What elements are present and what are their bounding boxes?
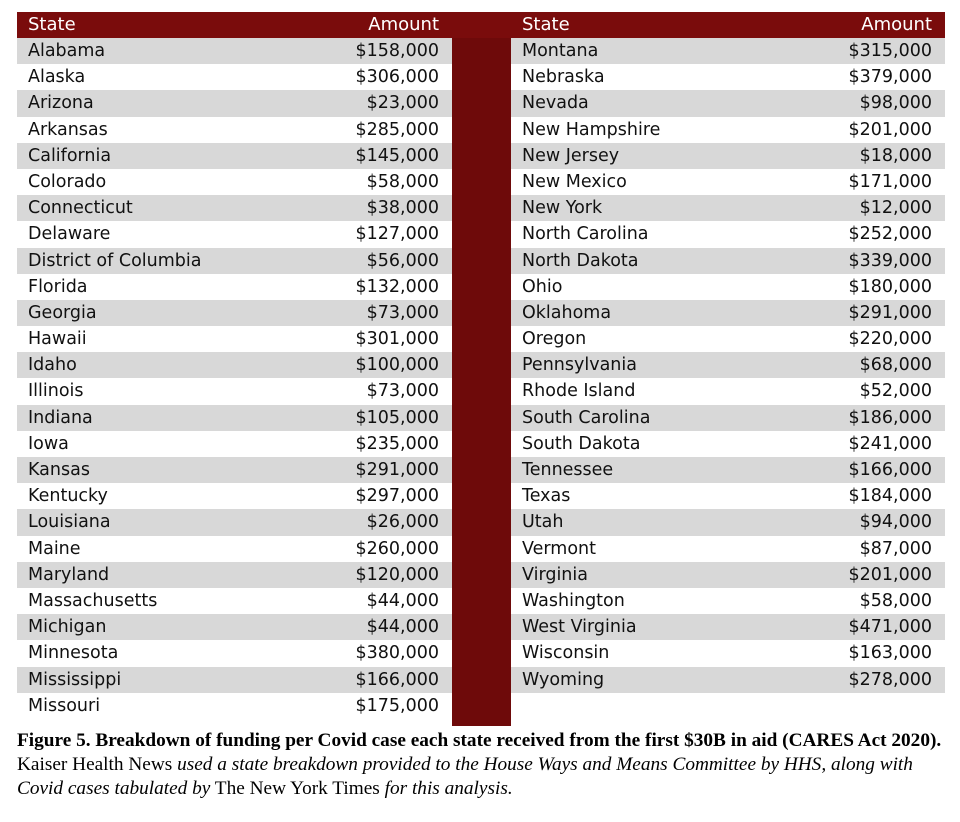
state-name: Kentucky (28, 486, 108, 507)
table-row (511, 274, 945, 300)
amount-value: $26,000 (366, 512, 439, 533)
table-row (17, 38, 452, 64)
amount-value: $127,000 (355, 224, 439, 245)
state-name: Montana (522, 41, 599, 61)
state-name: New Mexico (522, 171, 627, 192)
table-row (17, 614, 452, 640)
table-row (511, 195, 945, 221)
caption-italic-1: used a state breakdown provided to the House Ways and Means Committee by HHS, along with Covid cases tabulated by (17, 754, 913, 799)
table-row (511, 509, 945, 535)
amount-value: $201,000 (848, 564, 932, 585)
state-name: Colorado (28, 171, 107, 192)
state-name: Oklahoma (522, 302, 612, 323)
caption-italic-2: for this analysis. (384, 778, 513, 799)
state-name: Kansas (28, 460, 90, 480)
table-row (511, 300, 945, 326)
state-name: Michigan (28, 617, 107, 638)
table-row (17, 169, 452, 195)
state-name: Tennessee (522, 460, 614, 480)
caption-source: Kaiser Health News (17, 754, 173, 775)
amount-value: $301,000 (355, 329, 439, 350)
amount-value: $73,000 (366, 381, 439, 402)
state-name: California (28, 145, 112, 166)
state-name: Arkansas (28, 119, 108, 140)
table-row (511, 457, 945, 483)
state-name: Texas (522, 486, 571, 507)
state-name: North Carolina (522, 224, 649, 245)
amount-value: $44,000 (366, 590, 439, 611)
state-name: Georgia (28, 302, 97, 323)
table-row (17, 640, 452, 666)
amount-value: $58,000 (859, 590, 932, 611)
state-name: North Dakota (522, 250, 639, 271)
caption-title: Figure 5. Breakdown of funding per Covid case each state received from the first $30B in aid (CARES Act 2020). (17, 730, 942, 751)
state-name: Minnesota (28, 643, 119, 664)
table-row (17, 195, 452, 221)
table-row (511, 248, 945, 274)
table-row (511, 38, 945, 64)
state-name: New Jersey (522, 145, 620, 166)
header-state-left: State (28, 14, 76, 35)
table-row (17, 457, 452, 483)
table-row (511, 143, 945, 169)
amount-value: $184,000 (848, 486, 932, 507)
amount-value: $145,000 (355, 145, 439, 166)
state-name: Maryland (28, 564, 110, 585)
amount-value: $180,000 (848, 276, 932, 297)
amount-value: $315,000 (848, 41, 932, 61)
state-name: New York (522, 198, 603, 219)
amount-value: $235,000 (355, 433, 439, 454)
amount-value: $278,000 (848, 669, 932, 690)
amount-value: $306,000 (355, 67, 439, 88)
state-name: Illinois (28, 381, 84, 402)
state-name: Delaware (28, 224, 111, 245)
state-name: Virginia (522, 564, 588, 585)
amount-value: $38,000 (366, 198, 439, 219)
table-row (511, 483, 945, 509)
table-row (17, 274, 452, 300)
table-row (17, 483, 452, 509)
amount-value: $471,000 (848, 617, 932, 638)
table-row (511, 431, 945, 457)
amount-value: $73,000 (366, 302, 439, 323)
state-name: South Dakota (522, 433, 641, 454)
amount-value: $163,000 (848, 643, 932, 664)
state-name: West Virginia (522, 617, 637, 638)
amount-value: $87,000 (859, 538, 932, 559)
table-row (17, 221, 452, 247)
amount-value: $220,000 (848, 329, 932, 350)
amount-value: $291,000 (355, 460, 439, 480)
amount-value: $285,000 (355, 119, 439, 140)
header-amount-right: Amount (861, 14, 932, 35)
state-name: South Carolina (522, 407, 651, 428)
table-row (17, 90, 452, 116)
state-name: Iowa (28, 433, 69, 454)
table-row (511, 405, 945, 431)
header-state-right: State (522, 14, 570, 35)
table-row (17, 300, 452, 326)
table-row (17, 405, 452, 431)
state-name: Ohio (522, 276, 563, 297)
table-row (511, 667, 945, 693)
amount-value: $94,000 (859, 512, 932, 533)
state-name: Pennsylvania (522, 355, 637, 376)
amount-value: $171,000 (848, 171, 932, 192)
amount-value: $297,000 (355, 486, 439, 507)
table-row (511, 378, 945, 404)
amount-value: $379,000 (848, 67, 932, 88)
table-row (17, 562, 452, 588)
amount-value: $56,000 (366, 250, 439, 271)
state-name: Maine (28, 538, 81, 559)
amount-value: $186,000 (848, 407, 932, 428)
state-name: Idaho (28, 355, 77, 376)
table-row (511, 64, 945, 90)
left-column (17, 38, 452, 719)
table-row (17, 509, 452, 535)
state-name: Nebraska (522, 67, 605, 88)
table-row (511, 117, 945, 143)
amount-value: $339,000 (848, 250, 932, 271)
amount-value: $18,000 (859, 145, 932, 166)
table-row (511, 640, 945, 666)
table-row (17, 143, 452, 169)
table-row (511, 169, 945, 195)
table-row (17, 64, 452, 90)
header-amount-left: Amount (368, 14, 439, 35)
state-name: Alaska (28, 67, 86, 88)
table-row (511, 536, 945, 562)
right-column (511, 38, 945, 693)
state-name: Florida (28, 276, 88, 297)
column-divider (452, 38, 511, 726)
amount-value: $12,000 (859, 198, 932, 219)
state-name: Massachusetts (28, 590, 158, 611)
state-name: Wisconsin (522, 643, 610, 664)
table-row (17, 431, 452, 457)
state-name: Nevada (522, 93, 589, 114)
table-row (17, 536, 452, 562)
amount-value: $23,000 (366, 93, 439, 114)
state-name: Rhode Island (522, 381, 636, 402)
table-row (17, 117, 452, 143)
state-name: Connecticut (28, 198, 133, 219)
amount-value: $380,000 (355, 643, 439, 664)
amount-value: $158,000 (355, 41, 439, 61)
table-row (511, 90, 945, 116)
state-name: Louisiana (28, 512, 111, 533)
amount-value: $105,000 (355, 407, 439, 428)
state-name: New Hampshire (522, 119, 661, 140)
amount-value: $68,000 (859, 355, 932, 376)
state-name: Utah (522, 512, 564, 533)
table-row (511, 221, 945, 247)
table-row (511, 588, 945, 614)
table-row (511, 352, 945, 378)
state-name: Hawaii (28, 329, 87, 350)
table-header (17, 12, 945, 38)
amount-value: $166,000 (848, 460, 932, 480)
table-row (17, 378, 452, 404)
state-name: Vermont (522, 538, 596, 559)
amount-value: $52,000 (859, 381, 932, 402)
amount-value: $175,000 (355, 695, 439, 716)
amount-value: $201,000 (848, 119, 932, 140)
amount-value: $132,000 (355, 276, 439, 297)
state-name: Wyoming (522, 669, 605, 690)
amount-value: $58,000 (366, 171, 439, 192)
table-row (17, 588, 452, 614)
amount-value: $291,000 (848, 302, 932, 323)
table-row (17, 693, 452, 719)
state-name: District of Columbia (28, 250, 202, 271)
table-row (511, 614, 945, 640)
amount-value: $120,000 (355, 564, 439, 585)
state-name: Alabama (28, 41, 106, 61)
state-name: Oregon (522, 329, 587, 350)
amount-value: $98,000 (859, 93, 932, 114)
amount-value: $166,000 (355, 669, 439, 690)
amount-value: $252,000 (848, 224, 932, 245)
table-row (17, 352, 452, 378)
amount-value: $100,000 (355, 355, 439, 376)
state-name: Washington (522, 590, 625, 611)
table-row (17, 667, 452, 693)
state-name: Arizona (28, 93, 94, 114)
figure-caption (17, 729, 947, 801)
table-row (17, 248, 452, 274)
table-row (511, 562, 945, 588)
caption-publication: The New York Times (214, 778, 380, 799)
table-row (511, 326, 945, 352)
amount-value: $241,000 (848, 433, 932, 454)
state-name: Indiana (28, 407, 93, 428)
state-name: Mississippi (28, 669, 122, 690)
table-row (17, 326, 452, 352)
amount-value: $260,000 (355, 538, 439, 559)
amount-value: $44,000 (366, 617, 439, 638)
state-name: Missouri (28, 695, 101, 716)
